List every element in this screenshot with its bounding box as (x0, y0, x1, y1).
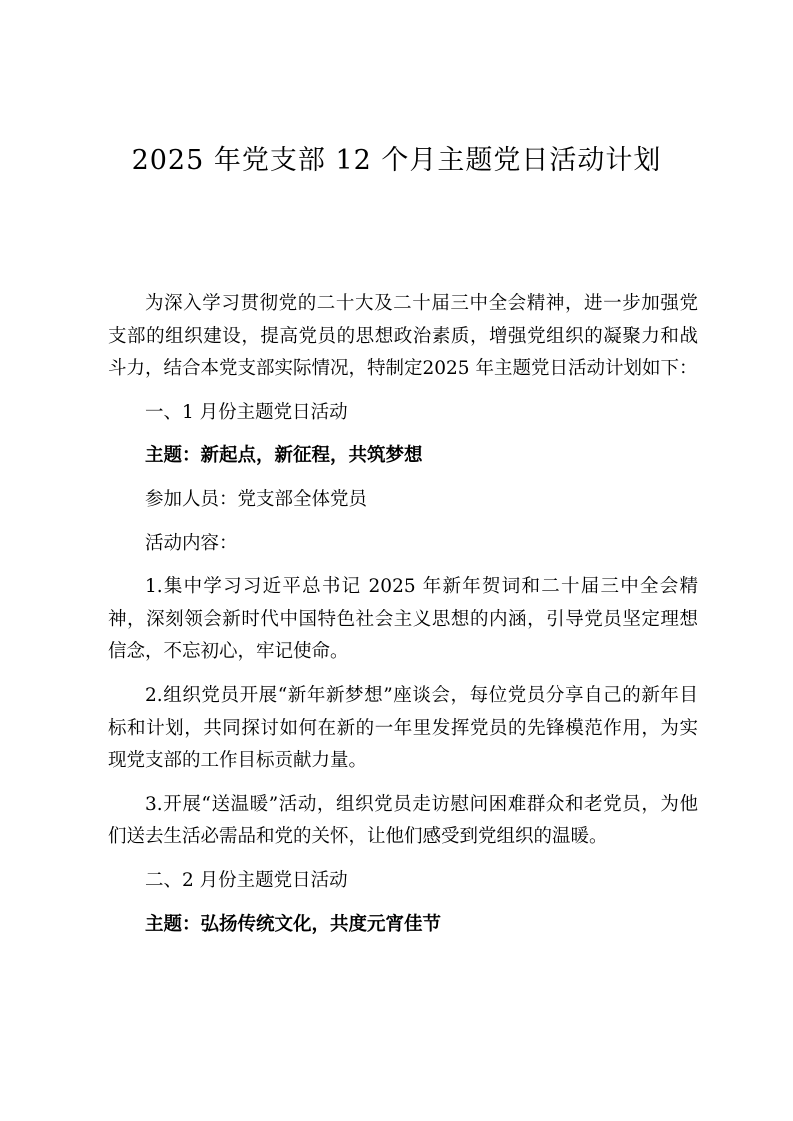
document-title: 2025 年党支部 12 个月主题党日活动计划 (131, 145, 662, 176)
document-body (108, 288, 698, 941)
intro-paragraph: 为深入学习贯彻党的二十大及二十届三中全会精神，进一步加强党支部的组织建设，提高党员的思想政治素质，增强党组织的凝聚力和战斗力，结合本党支部实际情况，特制定2025 年主题党日活动计划如下： (108, 293, 698, 380)
section-1-item-1: 1.集中学习习近平总书记 2025 年新年贺词和二十届三中全会精神，深刻领会新时代中国特色社会主义思想的内涵，引导党员坚定理想信念，不忘初心，牢记使命。 (108, 576, 698, 663)
section-1-heading: 一、1 月份主题党日活动 (145, 401, 348, 423)
section-1-item-2: 2.组织党员开展“新年新梦想”座谈会，每位党员分享自己的新年目标和计划，共同探讨如何在新的一年里发挥党员的先锋模范作用，为实现党支部的工作目标贡献力量。 (108, 684, 698, 772)
section-1-theme: 主题：新起点，新征程，共筑梦想 (145, 445, 423, 467)
section-1-item-3: 3.开展“送温暖”活动，组织党员走访慰问困难群众和老党员，为他们送去生活必需品和党的关怀，让他们感受到党组织的温暖。 (108, 793, 698, 848)
section-2-theme: 主题：弘扬传统文化，共度元宵佳节 (145, 913, 442, 935)
section-1-content-label: 活动内容： (145, 532, 238, 554)
section-2-heading: 二、2 月份主题党日活动 (145, 869, 348, 891)
section-1-participants: 参加人员：党支部全体党员 (145, 488, 368, 510)
